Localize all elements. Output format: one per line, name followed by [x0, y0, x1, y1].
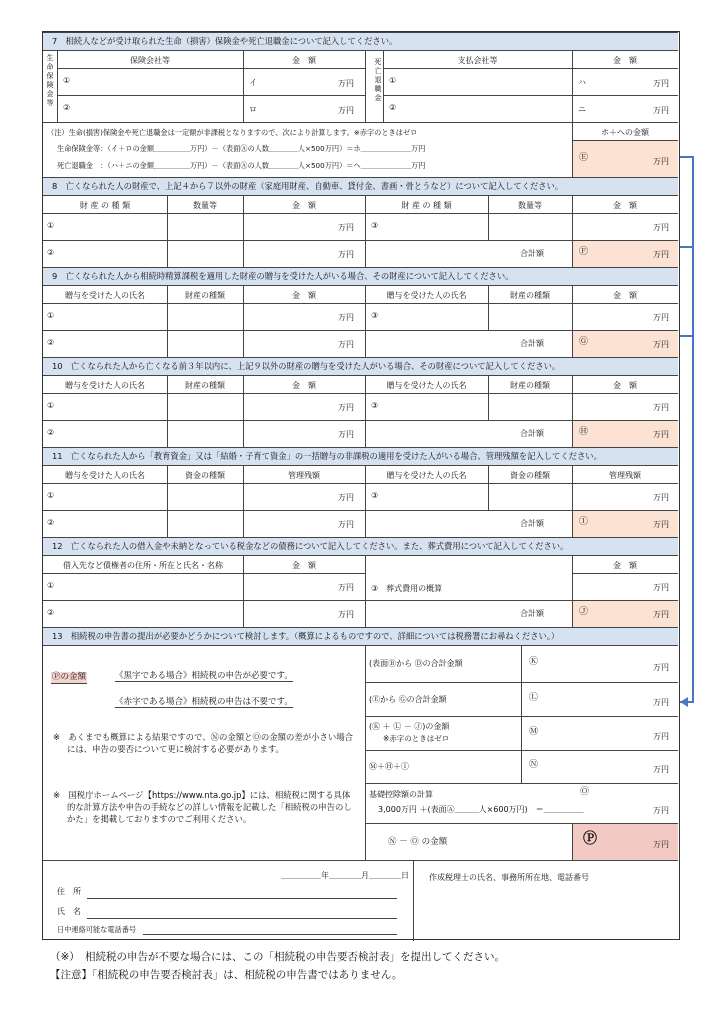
date-line[interactable]: ＿＿＿＿＿年＿＿＿＿月＿＿＿＿日: [281, 871, 409, 880]
unit: 万円: [338, 403, 354, 412]
accountant-label: 作成税理士の氏名、事務所所在地、電話番号: [429, 873, 589, 882]
unit: 万円: [653, 520, 669, 529]
basic-deduction-title: 基礎控除額の計算: [369, 790, 433, 799]
flow-line-g: [680, 335, 694, 337]
funeral-cost: ③ 葬式費用の概算: [371, 584, 443, 593]
unit: 万円: [338, 430, 354, 439]
row-num: ①: [47, 491, 55, 500]
unit: 万円: [653, 493, 669, 502]
mark-f: Ⓕ: [579, 247, 589, 257]
row-num: ②: [47, 248, 55, 257]
basic-deduction-calc: 3,000万円 ＋(表面Ⓐ＿＿＿人×600万円) ＝＿＿＿＿＿: [378, 805, 584, 814]
mark-g: Ⓖ: [579, 337, 589, 347]
col-payer: 支払会社等: [457, 56, 498, 65]
unit: 万円: [653, 840, 669, 849]
unit: 万円: [338, 520, 354, 529]
unit: 万円: [338, 250, 354, 259]
row-num: ②: [63, 103, 71, 112]
mark-e: Ⓔ: [579, 153, 589, 163]
row-num: ①: [47, 581, 55, 590]
unit: 万円: [653, 663, 669, 672]
unit: 万円: [653, 806, 669, 815]
unit: 万円: [653, 157, 669, 166]
unit: 万円: [653, 698, 669, 707]
final-label: Ⓝ － Ⓞ の金額: [388, 837, 448, 847]
unit: 万円: [653, 313, 669, 322]
unit: 万円: [653, 340, 669, 349]
mark-i: Ⓘ: [579, 517, 589, 527]
section9-header: 9 亡くなられた人から相続時精算課税を適用した財産の贈与を受けた人がいる場合、その財産について記入してください。: [43, 267, 678, 286]
mark-l: Ⓛ: [529, 693, 539, 703]
col-asset-type-2: 財産の種類: [510, 291, 550, 300]
col-remaining-2: 管理残額: [609, 471, 641, 480]
section13-header: 13 相続税の申告書の提出が必要かどうかについて検討します。（概算によるものですので、詳細については税務署にお尋ねください。）: [43, 627, 678, 646]
mark-j: Ⓙ: [579, 607, 589, 617]
row-num: ③: [371, 401, 379, 410]
row-num: ③: [371, 491, 379, 500]
col-asset-type: 財 産 の 種 類: [79, 201, 131, 210]
p-amount-label: Ⓟの金額: [52, 672, 87, 682]
mark-p: Ⓟ: [583, 831, 597, 847]
col-remaining: 管理残額: [288, 471, 320, 480]
col-asset-type: 財産の種類: [185, 291, 225, 300]
col-amount-2: 金 額: [613, 56, 637, 65]
unit: 万円: [338, 583, 354, 592]
unit: 万円: [338, 313, 354, 322]
col-asset-type-2: 財産の種類: [510, 381, 550, 390]
row-num: ①: [63, 76, 71, 85]
calc-m-label: (Ⓚ ＋ Ⓛ － Ⓙ)の金額: [369, 722, 450, 731]
flow-line-f: [680, 246, 694, 248]
calc-retire: 死亡退職金 ：（ハ＋ニの金額＿＿＿＿＿万円）－（表面Ⓐの人数＿＿＿＿人×500万円）＝ヘ＿＿＿＿＿＿＿万円: [57, 161, 426, 170]
calc-m-note: ※赤字のときはゼロ: [383, 734, 450, 743]
col-asset-type-2: 財 産 の 種 類: [401, 201, 452, 210]
row-num: ①: [47, 221, 55, 230]
address-label: 住 所: [57, 887, 81, 896]
row-num: ②: [389, 103, 397, 112]
col-asset-type: 財産の種類: [185, 381, 225, 390]
flow-arrowhead-icon: [680, 697, 688, 707]
col-amount: 金 額: [292, 381, 316, 390]
row-num: ②: [47, 608, 55, 617]
col-recipient: 贈与を受けた人の氏名: [65, 291, 145, 300]
unit: 万円: [653, 79, 669, 88]
mark-k: Ⓚ: [529, 657, 539, 667]
retirement-label: 死亡退職金: [374, 58, 382, 102]
col-amount: 金 額: [292, 56, 316, 65]
amount-mark-ro: ロ: [249, 105, 257, 114]
col-recipient: 贈与を受けた人の氏名: [65, 381, 145, 390]
col-recipient: 贈与を受けた人の氏名: [65, 471, 145, 480]
col-amount: 金 額: [292, 291, 316, 300]
col-recipient-2: 贈与を受けた人の氏名: [386, 381, 467, 390]
unit: 万円: [653, 430, 669, 439]
mark-m: Ⓜ: [529, 727, 539, 737]
e-total-header: ホ＋への金額: [601, 128, 649, 137]
amount-mark-i: イ: [249, 78, 257, 87]
unit: 万円: [653, 403, 669, 412]
col-recipient-2: 贈与を受けた人の氏名: [386, 291, 467, 300]
section7-header: 7 相続人などが受け取られた生命（損害）保険金や死亡退職金について記入してください。: [43, 32, 678, 51]
amount-mark-ha: ハ: [578, 78, 586, 87]
phone-label: 日中連絡可能な電話番号: [57, 925, 137, 934]
row-num: ①: [389, 76, 397, 85]
unit: 万円: [338, 106, 354, 115]
col-amount-2: 金 額: [613, 561, 637, 570]
col-quantity: 数量等: [193, 201, 217, 210]
total-label: 合計額: [520, 429, 544, 438]
name-label: 氏 名: [57, 907, 81, 916]
unit: 万円: [338, 223, 354, 232]
note-estimate: ※ あくまでも概算による結果ですので、Ⓝの金額とⓄの金額の差が小さい場合には、申告の要否について更に検討する必要があります。: [53, 732, 353, 754]
col-fund-type: 資金の種類: [185, 471, 225, 480]
mark-n: Ⓝ: [529, 760, 539, 770]
total-label: 合計額: [520, 249, 544, 258]
section11-header: 11 亡くなられた人から「教育資金」又は「結婚・子育て資金」の一括贈与の非課税の適用を受けた人がいる場合、管理残額を記入してください。: [43, 447, 678, 466]
unit: 万円: [338, 340, 354, 349]
flow-bracket: [680, 156, 694, 703]
life-insurance-label: 生命保険金等: [46, 54, 54, 107]
unit: 万円: [653, 610, 669, 619]
unit: 万円: [338, 79, 354, 88]
col-amount-2: 金 額: [613, 201, 637, 210]
col-insurance-company: 保険会社等: [130, 56, 170, 65]
unit: 万円: [653, 732, 669, 741]
col-amount: 金 額: [292, 561, 316, 570]
black-case: 《黒字である場合》相続税の申告が必要です。: [115, 671, 293, 681]
mark-o: Ⓞ: [580, 787, 590, 797]
row-num: ②: [47, 338, 55, 347]
amount-mark-ni: ニ: [578, 105, 586, 114]
col-creditor: 借入先など債権者の住所・所在と氏名・名称: [63, 561, 223, 570]
section8-header: 8 亡くなられた人の財産で、上記４から７以外の財産（家庭用財産、自動車、貸付金、書画・骨とうなど）について記入してください。: [43, 177, 678, 196]
calc-life: 生命保険金等：（イ＋ロの金額＿＿＿＿＿万円）－（表面Ⓐの人数＿＿＿＿人×500万円）＝ホ＿＿＿＿＿＿＿万円: [57, 144, 426, 153]
unit: 万円: [653, 106, 669, 115]
col-fund-type-2: 資金の種類: [510, 471, 550, 480]
row-num: ③: [371, 311, 379, 320]
row-num: ①: [47, 311, 55, 320]
bottom-note-2: 【注意】「相続税の申告要否検討表」は、相続税の申告書ではありません。: [50, 969, 403, 981]
calc-n-label: Ⓜ＋Ⓗ＋Ⓘ: [369, 762, 409, 771]
form-frame: [42, 31, 680, 940]
unit: 万円: [653, 765, 669, 774]
note-homepage: ※ 国税庁ホームページ【https://www.nta.go.jp】には、相続税に関する具体的な計算方法や申告の手続などの詳しい情報を記載した「相続税の申告のしかた」を掲載しておりますのでご利用ください。: [53, 790, 352, 824]
unit: 万円: [653, 250, 669, 259]
row-num: ①: [47, 401, 55, 410]
bottom-note-1: （※） 相続税の申告が不要な場合には、この「相続税の申告要否検討表」を提出してください。: [50, 951, 506, 963]
unit: 万円: [338, 610, 354, 619]
col-amount: 金 額: [292, 201, 316, 210]
calc-l-label: (Ⓔから Ⓖの合計金額: [369, 695, 447, 704]
col-amount-2: 金 額: [613, 381, 637, 390]
red-case: 《赤字である場合》相続税の申告は不要です。: [115, 697, 293, 707]
calc-k-label: (表面Ⓑから Ⓓの合計金額: [369, 659, 463, 668]
unit: 万円: [653, 583, 669, 592]
section10-header: 10 亡くなられた人から亡くなる前３年以内に、上記９以外の財産の贈与を受けた人がいる場合、その財産について記入してください。: [43, 357, 678, 376]
col-quantity-2: 数量等: [518, 201, 542, 210]
unit: 万円: [653, 223, 669, 232]
col-recipient-2: 贈与を受けた人の氏名: [386, 471, 467, 480]
total-label: 合計額: [520, 519, 544, 528]
col-amount-2: 金 額: [613, 291, 637, 300]
row-num: ②: [47, 518, 55, 527]
section7-note: （注）生命(損害)保険金や死亡退職金は一定額が非課税となりますので、次により計算します。※赤字のときはゼロ: [47, 128, 418, 137]
total-label: 合計額: [520, 609, 544, 618]
total-label: 合計額: [520, 339, 544, 348]
section12-header: 12 亡くなられた人の借入金や未納となっている税金などの債務について記入してください。また、葬式費用について記入してください。: [43, 537, 678, 556]
row-num: ③: [371, 221, 379, 230]
row-num: ②: [47, 428, 55, 437]
unit: 万円: [338, 493, 354, 502]
mark-h: Ⓗ: [579, 427, 589, 437]
